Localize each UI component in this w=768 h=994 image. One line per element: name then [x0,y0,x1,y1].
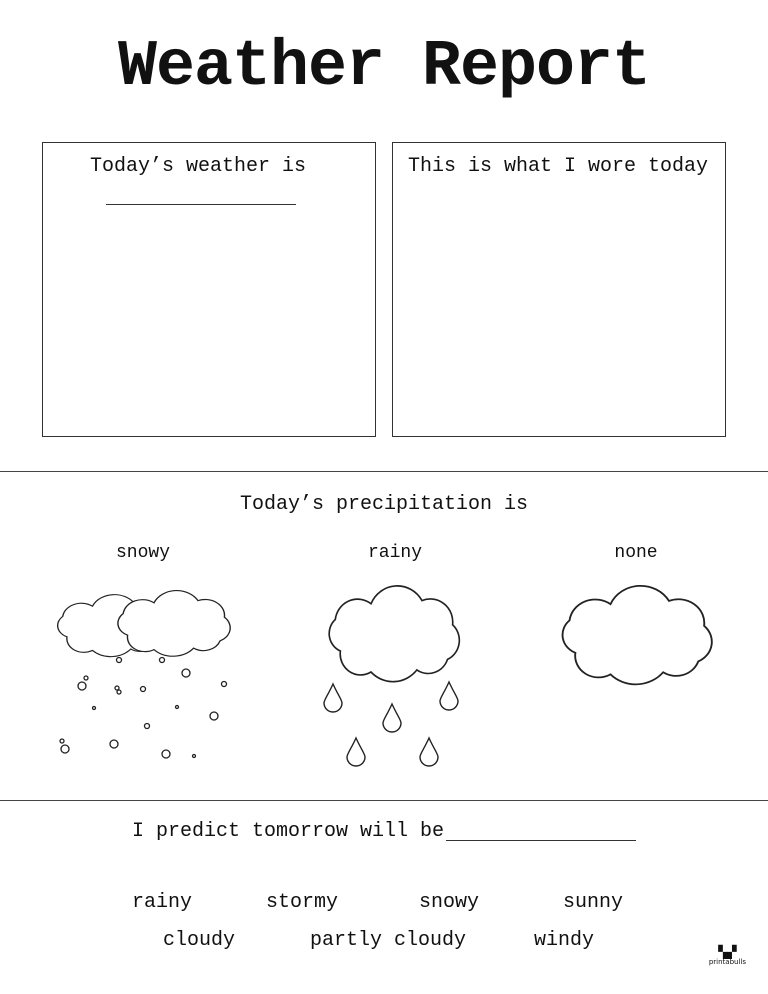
option-rainy[interactable]: rainy [367,543,422,563]
prediction-answer-line[interactable] [446,840,636,841]
logo-text: printabulls [708,958,746,966]
weather-prompt: Today’s weather is [90,155,307,178]
prediction-option-partly-cloudy[interactable]: partly cloudy [310,929,467,952]
prediction-option-rainy[interactable]: rainy [132,891,193,914]
option-snowy[interactable]: snowy [115,543,170,563]
prediction-option-windy[interactable]: windy [534,929,595,952]
precipitation-prompt: Today’s precipitation is [239,493,529,516]
prediction-option-stormy[interactable]: stormy [266,891,339,914]
divider [0,800,768,801]
clothing-prompt: This is what I wore today [408,155,709,178]
option-none[interactable]: none [614,543,658,563]
prediction-option-snowy[interactable]: snowy [419,891,480,914]
prediction-option-sunny[interactable]: sunny [563,891,624,914]
prediction-prompt: I predict tomorrow will be [132,820,445,843]
brand-logo [709,946,746,966]
bulldog-logo-icon: ▚▞ [718,945,737,959]
prediction-option-cloudy[interactable]: cloudy [163,929,236,952]
page-title: Weather Report [117,30,651,104]
